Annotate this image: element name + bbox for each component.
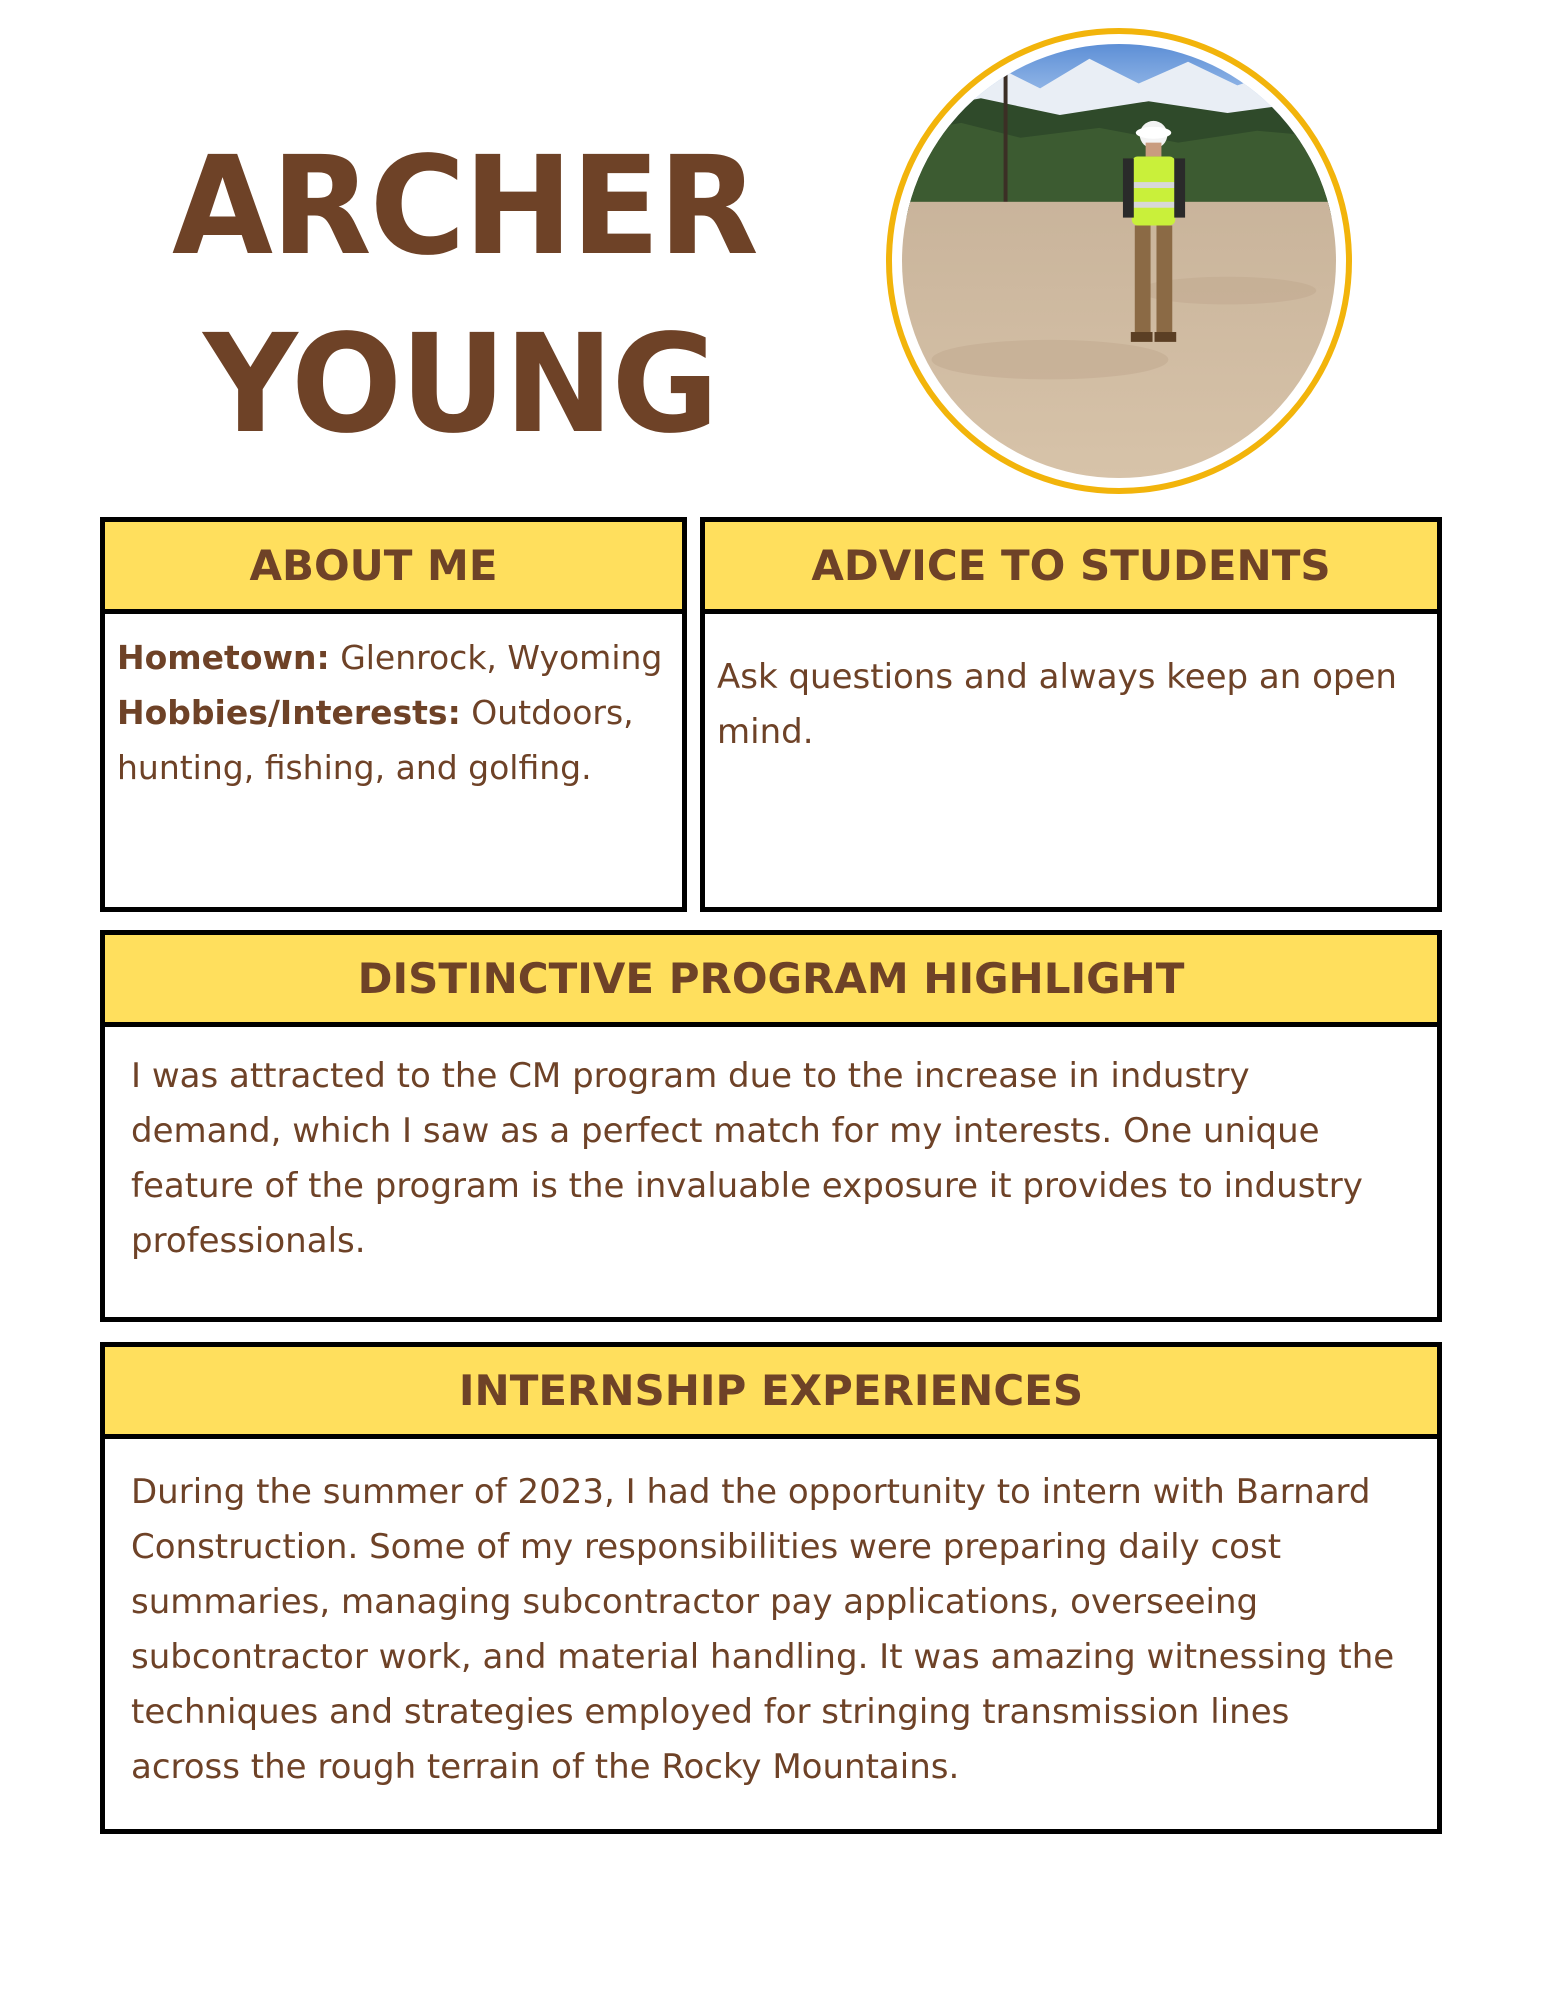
about-me-body — [105, 614, 682, 795]
hometown-label: Hometown: — [117, 638, 330, 677]
profile-name — [172, 118, 757, 474]
program-highlight-heading: DISTINCTIVE PROGRAM HIGHLIGHT — [105, 935, 1437, 1027]
program-highlight-card — [100, 930, 1442, 1322]
about-me-card — [100, 517, 687, 912]
hobbies-label: Hobbies/Interests: — [117, 693, 461, 732]
hobbies-value: Outdoors, hunting, fishing, and golfing. — [117, 693, 634, 787]
program-highlight-text: I was attracted to the CM program due to the increase in industry demand, which I saw as a perfect match for my interests. One unique feature of the program is the invaluable exposure it provides to industry professionals. — [131, 1056, 1363, 1261]
about-me-heading: ABOUT ME — [105, 522, 682, 614]
internship-card — [100, 1342, 1442, 1834]
first-name: ARCHER — [172, 128, 757, 286]
advice-card — [700, 517, 1442, 912]
hometown-value: Glenrock, Wyoming — [340, 638, 663, 677]
internship-text: During the summer of 2023, I had the opportunity to intern with Barnard Construction. Some of my responsibilities were preparing daily cost summaries, managing subcontractor pay applications, overseeing subcontractor work, and material handling. It was amazing witnessing the techniques and strategies employed for stringing transmission lines across the rough terrain of the Rocky Mountains. — [131, 1472, 1395, 1787]
advice-text: Ask questions and always keep an open mind. — [717, 657, 1397, 752]
last-name: YOUNG — [203, 306, 717, 464]
advice-heading: ADVICE TO STUDENTS — [705, 522, 1437, 614]
profile-photo — [886, 28, 1352, 494]
profile-photo-image — [902, 44, 1336, 478]
internship-heading: INTERNSHIP EXPERIENCES — [105, 1347, 1437, 1439]
